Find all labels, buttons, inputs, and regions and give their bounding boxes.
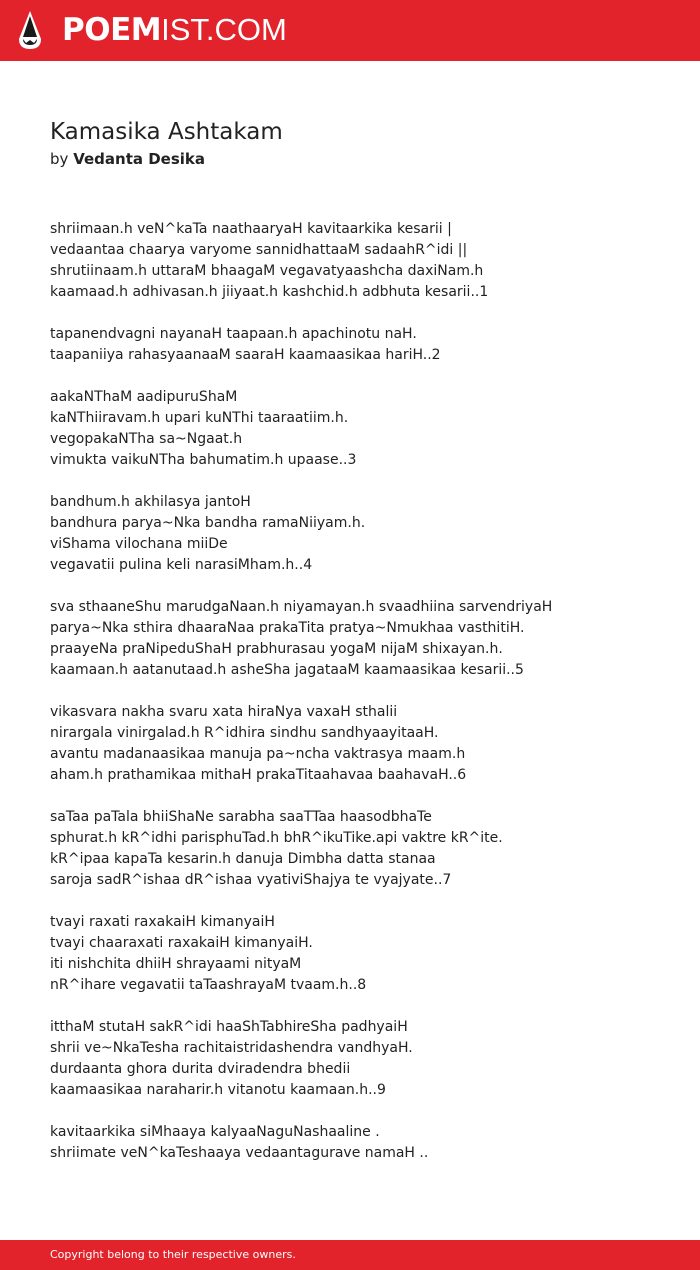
- copyright-text: Copyright belong to their respective owners.: [50, 1248, 296, 1261]
- poem-line: kaNThiiravam.h upari kuNThi taaraatiim.h.: [50, 410, 349, 426]
- logo-light-text: IST.COM: [161, 12, 287, 47]
- site-logo[interactable]: [62, 12, 287, 48]
- pencil-tip-icon[interactable]: [18, 10, 42, 50]
- poem-line: shriimaan.h veN^kaTa naathaaryaH kavitaarkika kesarii |: [50, 221, 452, 237]
- poem-line: nR^ihare vegavatii taTaashrayaM tvaam.h..8: [50, 977, 367, 993]
- poem-line: sva sthaaneShu marudgaNaan.h niyamayan.h svaadhiina sarvendriyaH: [50, 599, 553, 615]
- poem-line: tvayi chaaraxati raxakaiH kimanyaiH.: [50, 935, 313, 951]
- poem-line: avantu madanaasikaa manuja pa~ncha vaktrasya maam.h: [50, 746, 466, 762]
- poem-stanza: [50, 387, 670, 471]
- poem-stanza: [50, 1122, 670, 1164]
- poem-body: [50, 219, 670, 1185]
- poem-line: nirargala vinirgalad.h R^idhira sindhu sandhyaayitaaH.: [50, 725, 439, 741]
- poem-stanza: [50, 807, 670, 891]
- poem-stanza: [50, 912, 670, 996]
- poem-stanza: [50, 702, 670, 786]
- poem-stanza: [50, 597, 670, 681]
- poem-line: kaamaan.h aatanutaad.h asheSha jagataaM kaamaasikaa kesarii..5: [50, 662, 524, 678]
- poem-line: vimukta vaikuNTha bahumatim.h upaase..3: [50, 452, 357, 468]
- poem-line: kaamaad.h adhivasan.h jiiyaat.h kashchid.h adbhuta kesarii..1: [50, 284, 489, 300]
- poem-line: tvayi raxati raxakaiH kimanyaiH: [50, 914, 275, 930]
- poem-stanza: [50, 324, 670, 366]
- poem-line: vegavatii pulina keli narasiMham.h..4: [50, 557, 313, 573]
- poem-line: vedaantaa chaarya varyome sannidhattaaM sadaahR^idi ||: [50, 242, 468, 258]
- poem-stanza: [50, 492, 670, 576]
- site-header: [0, 0, 700, 61]
- poem-line: viShama vilochana miiDe: [50, 536, 228, 552]
- poem-line: itthaM stutaH sakR^idi haaShTabhireSha padhyaiH: [50, 1019, 408, 1035]
- poem-stanza: [50, 1017, 670, 1101]
- poem-line: bandhura parya~Nka bandha ramaNiiyam.h.: [50, 515, 366, 531]
- poem-line: parya~Nka sthira dhaaraNaa prakaTita pratya~Nmukhaa vasthitiH.: [50, 620, 525, 636]
- poem-title: Kamasika Ashtakam: [50, 119, 283, 145]
- poem-line: aham.h prathamikaa mithaH prakaTitaahavaa baahavaH..6: [50, 767, 467, 783]
- poem-line: shrii ve~NkaTesha rachitaistridashendra vandhyaH.: [50, 1040, 413, 1056]
- by-label: by: [50, 150, 69, 168]
- poem-line: saTaa paTala bhiiShaNe sarabha saaTTaa haasodbhaTe: [50, 809, 432, 825]
- poem-line: kR^ipaa kapaTa kesarin.h danuja Dimbha datta stanaa: [50, 851, 436, 867]
- poem-line: aakaNThaM aadipuruShaM: [50, 389, 238, 405]
- poem-line: kaamaasikaa naraharir.h vitanotu kaamaan.h..9: [50, 1082, 386, 1098]
- poem-line: tapanendvagni nayanaH taapaan.h apachinotu naH.: [50, 326, 417, 342]
- poem-line: kavitaarkika siMhaaya kalyaaNaguNashaaline .: [50, 1124, 380, 1140]
- poem-line: vikasvara nakha svaru xata hiraNya vaxaH sthalii: [50, 704, 398, 720]
- site-footer: [0, 1240, 700, 1270]
- poem-line: praayeNa praNipeduShaH prabhurasau yogaM nijaM shixayan.h.: [50, 641, 503, 657]
- poem-stanza: [50, 219, 670, 303]
- poem-line: bandhum.h akhilasya jantoH: [50, 494, 251, 510]
- poem-line: iti nishchita dhiiH shrayaami nityaM: [50, 956, 302, 972]
- poem-line: shriimate veN^kaTeshaaya vedaantagurave namaH ..: [50, 1145, 429, 1161]
- poem-line: durdaanta ghora durita dviradendra bhedii: [50, 1061, 351, 1077]
- poem-line: shrutiinaam.h uttaraM bhaagaM vegavatyaashcha daxiNam.h: [50, 263, 484, 279]
- byline: [50, 149, 205, 169]
- poem-line: saroja sadR^ishaa dR^ishaa vyativiShajya te vyajyate..7: [50, 872, 452, 888]
- poem-line: taapaniiya rahasyaanaaM saaraH kaamaasikaa hariH..2: [50, 347, 441, 363]
- author-link[interactable]: Vedanta Desika: [73, 150, 205, 168]
- poem-line: vegopakaNTha sa~Ngaat.h: [50, 431, 243, 447]
- poem-line: sphurat.h kR^idhi parisphuTad.h bhR^ikuTike.api vaktre kR^ite.: [50, 830, 503, 846]
- logo-bold-text: POEM: [62, 12, 162, 48]
